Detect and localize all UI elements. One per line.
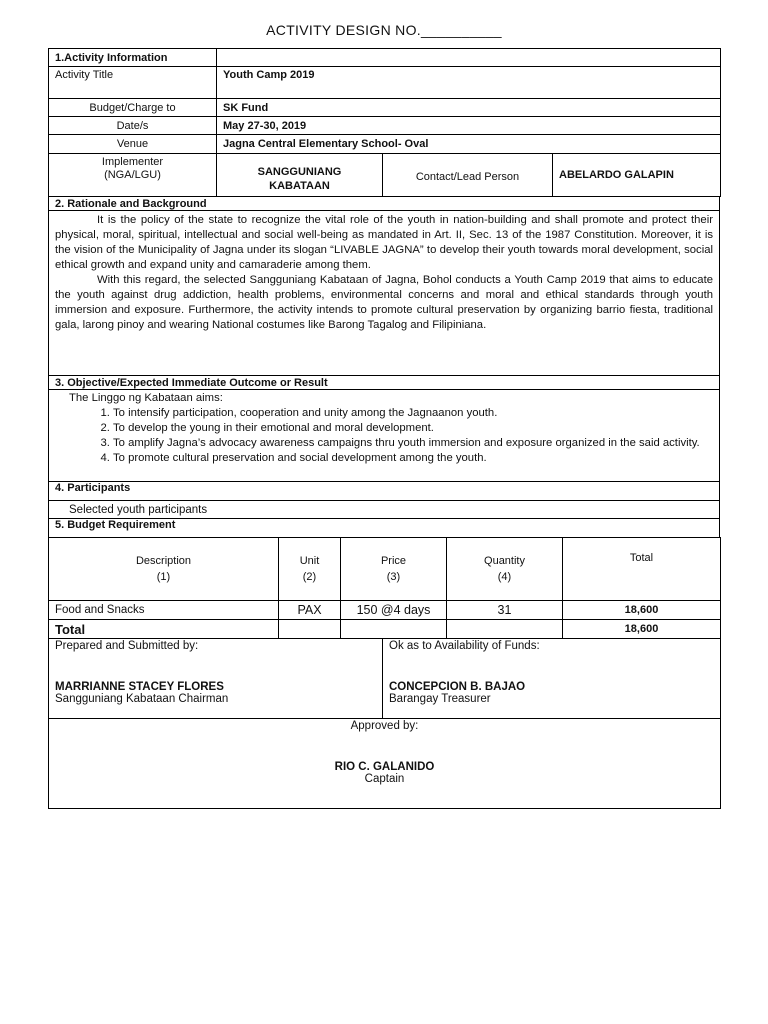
budget-col-total: Total <box>563 538 721 601</box>
activity-information-table <box>48 48 721 197</box>
budget-col-quantity <box>447 538 563 601</box>
budget-total-blank <box>341 620 447 639</box>
implementer-value <box>217 154 383 197</box>
budget-total-row <box>49 620 721 639</box>
funds-availability-cell <box>383 639 721 719</box>
section4-heading: 4. Participants <box>49 482 720 501</box>
budget-total-blank <box>279 620 341 639</box>
budget-col-number: (3) <box>386 571 401 583</box>
budget-value: SK Fund <box>217 99 721 117</box>
approved-role: Captain <box>364 773 405 785</box>
budget-col-label: Description <box>135 555 192 567</box>
implementer-value-line1: SANGGUNIANG <box>257 166 342 178</box>
objectives-cell <box>49 390 720 482</box>
budget-col-number: (4) <box>497 571 512 583</box>
objectives-list <box>69 406 711 466</box>
budget-total-blank <box>447 620 563 639</box>
budget-col-unit <box>279 538 341 601</box>
signatures-table <box>48 638 721 809</box>
prepared-role: Sangguniang Kabataan Chairman <box>55 693 229 705</box>
funds-label: Ok as to Availability of Funds: <box>389 640 540 652</box>
objective-item: 2. To develop the young in their emotional and moral development. <box>113 421 711 436</box>
budget-item-row <box>49 601 721 620</box>
venue-value: Jagna Central Elementary School- Oval <box>217 135 721 154</box>
objective-item: 4. To promote cultural preservation and social development among the youth. <box>113 451 711 466</box>
section5-heading: 5. Budget Requirement <box>49 519 720 538</box>
budget-item-price: 150 @4 days <box>341 601 447 620</box>
section2-heading: 2. Rationale and Background <box>49 197 720 211</box>
objective-item: 3. To amplify Jagna’s advocacy awareness campaigns thru youth immersion and exposure organized in the said activity. <box>113 436 711 451</box>
budget-col-number: (2) <box>302 571 317 583</box>
budget-col-number: (1) <box>156 571 171 583</box>
dates-value: May 27-30, 2019 <box>217 117 721 135</box>
rationale-paragraph-1: It is the policy of the state to recognize the vital role of the youth in nation-building and shall promote and protect their physical, moral, spiritual, intellectual and social well-being as mandated in Art. II, Sec. 13 of the 1987 Constitution. Moreover, it is the vision of the Municipality of Jagna under its slogan “LIVABLE JAGNA” to develop their youth towards moral development, social ethical growth and expand unity and camaraderie among them. <box>55 214 713 271</box>
approved-label: Approved by: <box>350 720 419 732</box>
funds-name: CONCEPCION B. BAJAO <box>389 681 526 693</box>
activity-title-value: Youth Camp 2019 <box>217 67 721 99</box>
budget-col-label: Unit <box>299 555 320 567</box>
approved-by-cell <box>49 719 721 809</box>
objectives-intro: The Linggo ng Kabataan aims: <box>69 392 223 404</box>
activity-title-label: Activity Title <box>49 67 217 99</box>
implementer-value-line2: KABATAAN <box>269 180 330 192</box>
budget-col-description <box>49 538 279 601</box>
section1-heading: 1.Activity Information <box>49 49 217 67</box>
budget-total-value: 18,600 <box>563 620 721 639</box>
implementer-label <box>49 154 217 197</box>
implementer-label-line2: (NGA/LGU) <box>104 169 161 181</box>
prepared-by-cell <box>49 639 383 719</box>
rationale-paragraph-2: With this regard, the selected Sangguniang Kabataan of Jagna, Bohol conducts a Youth Camp 2019 that aims to educate the youth against drug addiction, health problems, environmental concerns and moral and ethical standards through youth immersion and exposure. Furthermore, the activity intends to promote cultural preservation by organizing barrio fiesta, traditional gala, larong pinoy and wearing National costumes like Barong Tagalog and Filipiniana. <box>55 274 713 331</box>
contact-value: ABELARDO GALAPIN <box>553 154 721 197</box>
budget-table <box>48 537 721 639</box>
approved-name: RIO C. GALANIDO <box>334 761 435 773</box>
budget-item-description: Food and Snacks <box>49 601 279 620</box>
budget-col-label: Quantity <box>484 555 525 567</box>
implementer-label-line1: Implementer <box>101 156 164 168</box>
prepared-name: MARRIANNE STACEY FLORES <box>55 681 224 693</box>
objective-item: 1. To intensify participation, cooperation and unity among the Jagnaanon youth. <box>113 406 711 421</box>
budget-header-row <box>49 538 721 601</box>
document-title: ACTIVITY DESIGN NO.__________ <box>266 22 502 38</box>
participants-value: Selected youth participants <box>49 501 720 519</box>
budget-item-total: 18,600 <box>563 601 721 620</box>
venue-label: Venue <box>49 135 217 154</box>
rationale-objectives-table <box>48 196 720 538</box>
dates-label: Date/s <box>49 117 217 135</box>
contact-label: Contact/Lead Person <box>383 154 553 197</box>
budget-col-price <box>341 538 447 601</box>
budget-item-unit: PAX <box>279 601 341 620</box>
funds-role: Barangay Treasurer <box>389 693 491 705</box>
section3-heading: 3. Objective/Expected Immediate Outcome or Result <box>49 376 720 390</box>
rationale-text <box>49 211 720 376</box>
budget-label: Budget/Charge to <box>49 99 217 117</box>
activity-design-form <box>48 48 720 809</box>
section1-heading-blank <box>217 49 721 67</box>
budget-item-quantity: 31 <box>447 601 563 620</box>
budget-total-label: Total <box>49 620 279 639</box>
prepared-label: Prepared and Submitted by: <box>55 640 199 652</box>
budget-col-label: Price <box>380 555 407 567</box>
